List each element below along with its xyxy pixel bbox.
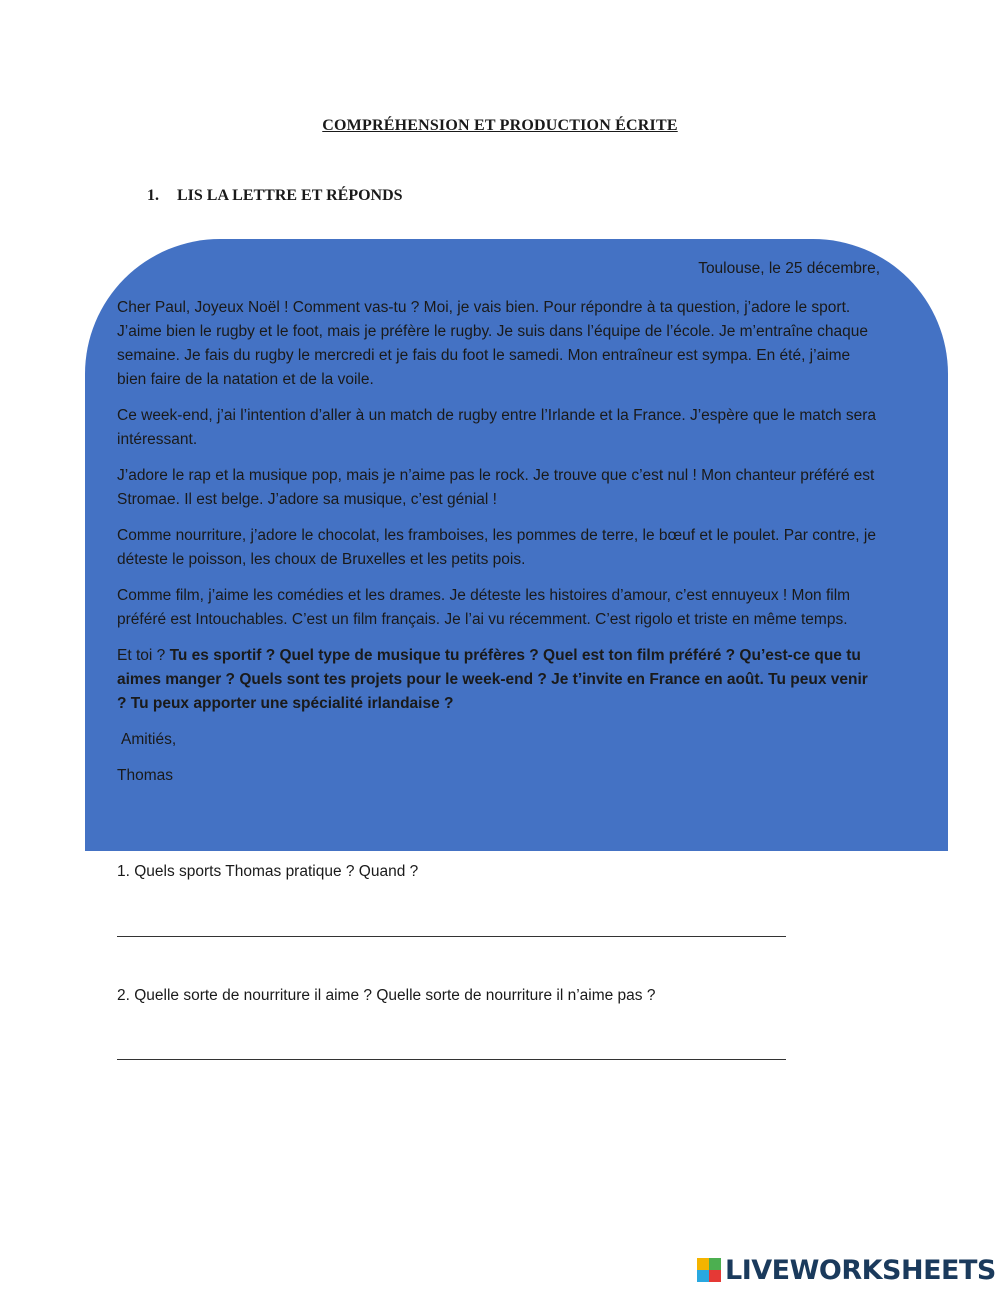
letter-paragraph: Comme nourriture, j’adore le chocolat, les framboises, les pommes de terre, le bœuf et le poulet. Par contre, je déteste le poisson, les choux de Bruxelles et les petits pois.	[117, 527, 876, 568]
questions-intro: Et toi ?	[117, 647, 166, 664]
letter-questions	[117, 644, 879, 716]
liveworksheets-logo-icon	[697, 1258, 721, 1282]
questions-bold: Tu es sportif ? Quel type de musique tu préfères ? Quel est ton film préféré ? Qu’est-ce que tu aimes manger ? Quels sont tes projets pour le week-end ? Je t’invite en France en août. Tu peux venir ? Tu peux apporter une spécialité irlandaise ?	[117, 647, 868, 712]
letter-date: Toulouse, le 25 décembre,	[698, 260, 880, 277]
liveworksheets-logo	[697, 1253, 996, 1287]
question-1: 1. Quels sports Thomas pratique ? Quand ?	[117, 863, 419, 880]
answer-line-1[interactable]	[117, 936, 786, 937]
answer-line-2[interactable]	[117, 1059, 786, 1060]
brand-name: LIVEWORKSHEETS	[725, 1254, 996, 1286]
letter-paragraph: J’adore le rap et la musique pop, mais je n’aime pas le rock. Je trouve que c’est nul ! Mon chanteur préféré est Stromae. Il est belge. J’adore sa musique, c’est génial !	[117, 467, 875, 508]
question-2: 2. Quelle sorte de nourriture il aime ? Quelle sorte de nourriture il n’aime pas ?	[117, 987, 656, 1004]
section-heading	[147, 187, 403, 205]
letter-body	[117, 296, 879, 800]
page-title: COMPRÉHENSION ET PRODUCTION ÉCRITE	[322, 117, 678, 134]
letter-paragraph: Cher Paul, Joyeux Noël ! Comment vas-tu ? Moi, je vais bien. Pour répondre à ta question, j’adore le sport. J’aime bien le rugby et le foot, mais je préfère le rugby. Je suis dans l’équipe de l’école. Je m’entraîne chaque semaine. Je fais du rugby le mercredi et je fais du foot le samedi. Mon entraîneur est sympa. En été, j’aime bien faire de la natation et de la voile.	[117, 299, 869, 388]
letter-closing: Amitiés,	[121, 731, 177, 748]
letter-signature: Thomas	[117, 767, 173, 784]
letter-paragraph: Comme film, j’aime les comédies et les drames. Je déteste les histoires d’amour, c’est ennuyeux ! Mon film préféré est Intouchables. C’est un film français. Je l’ai vu récemment. C’est rigolo et triste en même temps.	[117, 587, 851, 628]
letter-paragraph: Ce week-end, j’ai l’intention d’aller à un match de rugby entre l’Irlande et la France. J’espère que le match sera intéressant.	[117, 407, 877, 448]
section-title: LIS LA LETTRE ET RÉPONDS	[177, 187, 403, 204]
section-number: 1.	[147, 187, 159, 204]
